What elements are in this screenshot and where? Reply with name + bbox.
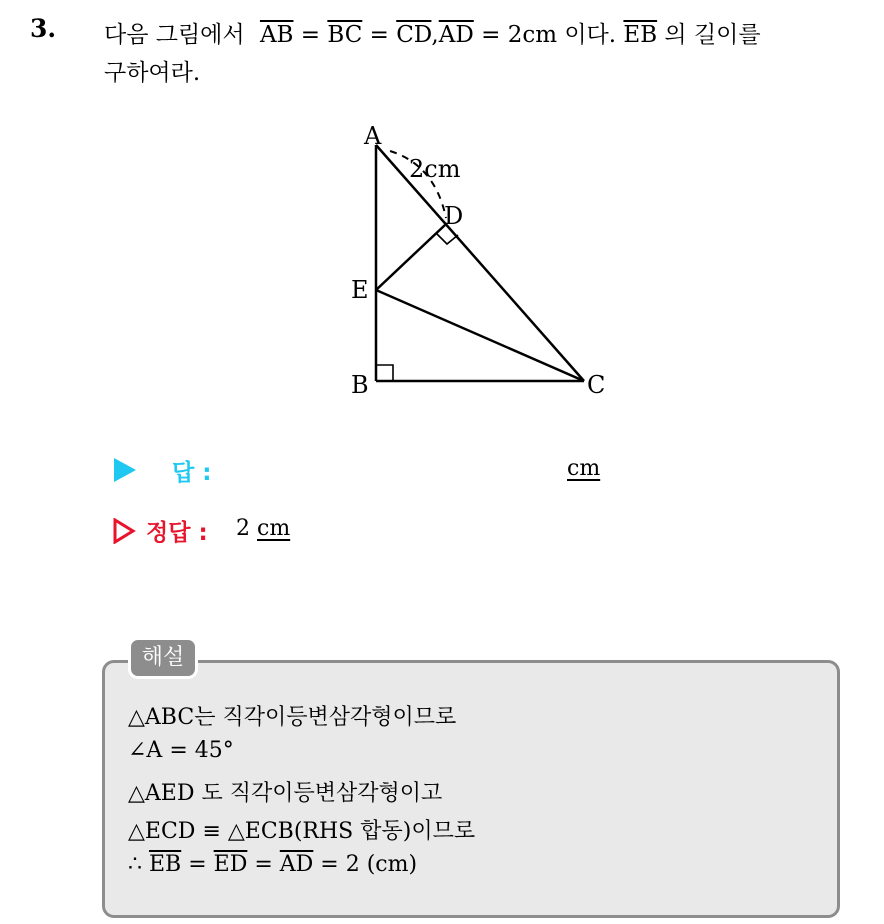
length-label: 2cm	[409, 155, 461, 183]
segment-ed: $\overline{ED}$	[213, 852, 248, 877]
equals-sign: =	[181, 852, 214, 877]
solution-line: ∠A = 45°	[128, 738, 234, 763]
correct-answer-value-wrap	[236, 516, 290, 541]
segment-ad: $\overline{AD}$	[438, 22, 474, 48]
segment-ad: $\overline{AD}$	[279, 852, 314, 877]
label-b: B	[351, 371, 369, 399]
correct-answer-label: 정답 :	[146, 520, 208, 546]
label-e: E	[351, 276, 369, 304]
segment-eb: $\overline{EB}$	[623, 22, 658, 48]
comma: ,	[431, 22, 439, 48]
segment-cd: $\overline{CD}$	[396, 22, 432, 48]
solution-conclusion	[128, 852, 417, 877]
solution-line: △AED 도 직각이등변삼각형이고	[128, 781, 443, 806]
question-prefix: 다음 그림에서	[104, 22, 245, 48]
segment-ec-line	[376, 290, 584, 381]
segment-ac-line	[376, 145, 584, 381]
play-arrow-icon	[112, 457, 138, 483]
therefore-sign: ∴	[128, 852, 149, 877]
answer-label: 답 :	[172, 460, 212, 486]
question-number: 3.	[30, 14, 57, 43]
triangle-figure	[340, 110, 640, 410]
label-d: D	[444, 202, 464, 230]
segment-ed-line	[376, 225, 445, 290]
equals-sign: =	[300, 22, 321, 48]
solution-line: △ABC는 직각이등변삼각형이므로	[128, 705, 457, 730]
correct-answer-unit: cm	[257, 516, 291, 541]
correct-answer-value: 2	[236, 516, 250, 541]
equals-sign: =	[481, 22, 501, 48]
question-suffix: 의 길이를	[664, 22, 761, 48]
right-angle-mark-b	[376, 365, 393, 381]
equals-sign: =	[369, 22, 389, 48]
question-text	[104, 16, 761, 49]
answer-unit: cm	[567, 456, 601, 481]
question-text-line2: 구하여라.	[104, 60, 201, 86]
outline-arrow-icon	[112, 518, 136, 544]
solution-line: △ECD ≡ △ECB(RHS 합동)이므로	[128, 819, 476, 844]
segment-ab: $\overline{AB}$	[259, 22, 294, 48]
segment-bc: $\overline{BC}$	[327, 22, 363, 48]
triangle-diagram	[340, 110, 640, 410]
label-c: C	[587, 371, 606, 399]
answer-row	[112, 454, 601, 488]
equals-sign: =	[247, 852, 280, 877]
segment-eb: $\overline{EB}$	[149, 852, 182, 877]
conclusion-value: = 2 (cm)	[313, 852, 418, 877]
solution-tab: 해설	[128, 637, 198, 679]
correct-answer-row	[112, 514, 512, 548]
given-value: 2cm 이다.	[507, 22, 617, 48]
label-a: A	[364, 122, 382, 150]
